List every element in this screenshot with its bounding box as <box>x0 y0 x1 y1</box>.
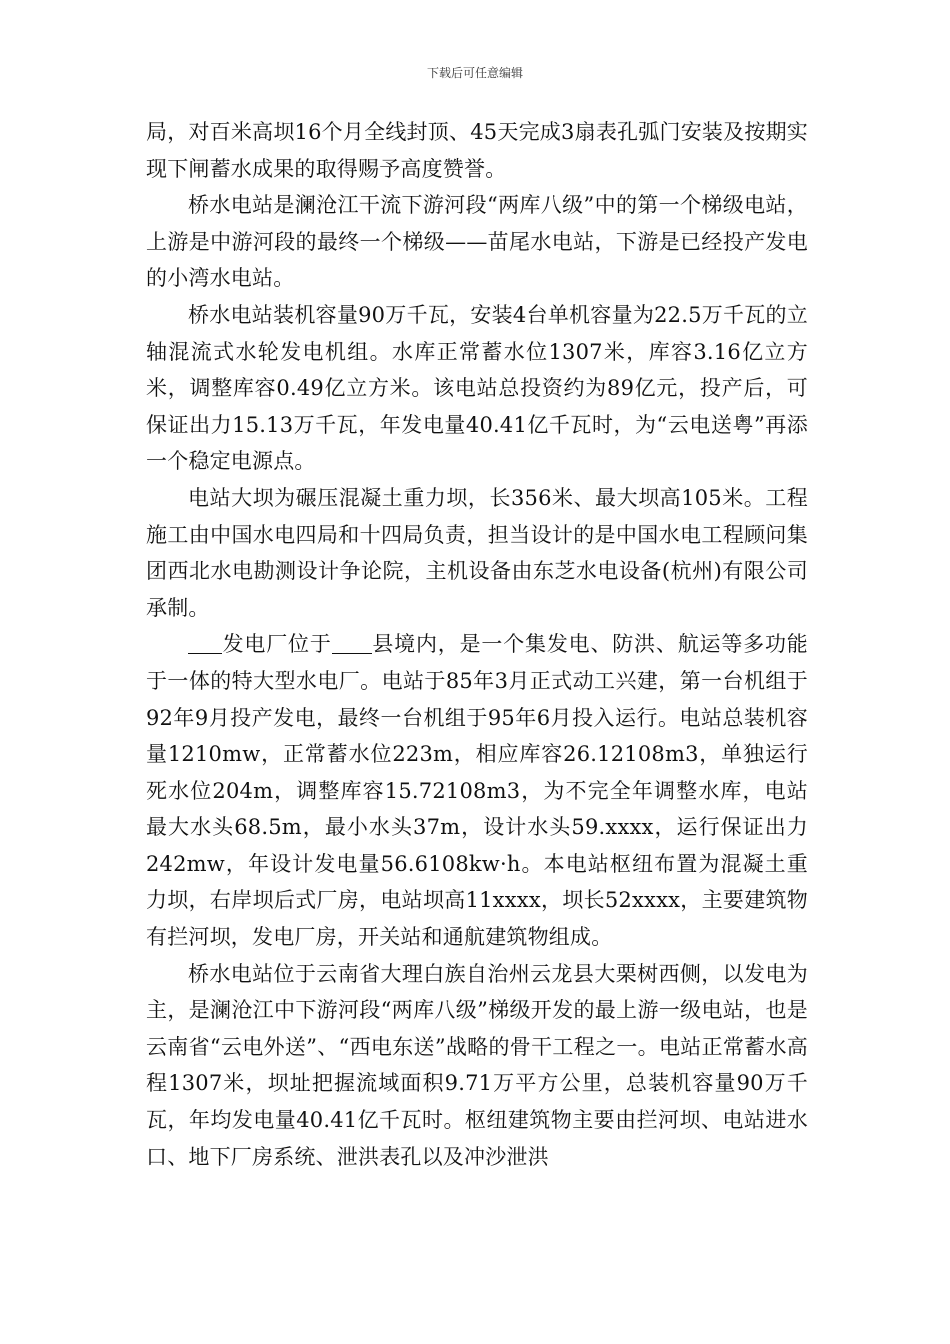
fill-in-blank <box>332 633 372 654</box>
fill-in-blank <box>188 633 222 654</box>
document-body <box>146 114 808 1175</box>
paragraph-text: 发电厂位于 <box>222 632 332 657</box>
paragraph: 电站大坝为碾压混凝土重力坝，长356米、最大坝高105米。工程施工由中国水电四局和十四局负责，担当设计的是中国水电工程顾问集团西北水电勘测设计争论院，主机设备由东芝水电设备(杭州)有限公司承制。 <box>146 485 808 620</box>
paragraph: 桥水电站装机容量90万千瓦，安装4台单机容量为22.5万千瓦的立轴混流式水轮发电机组。水库正常蓄水位1307米，库容3.16亿立方米，调整库容0.49亿立方米。该电站总投资约为89亿元，投产后，可保证出力15.13万千瓦，年发电量40.41亿千瓦时，为“云电送粤”再添一个稳定电源点。 <box>146 302 808 474</box>
page-header: 下载后可任意编辑 <box>426 66 523 80</box>
paragraph-text: 县境内，是一个集发电、防洪、航运等多功能于一体的特大型水电厂。电站于85年3月正式动工兴建，第一台机组于92年9月投产发电，最终一台机组于95年6月投入运行。电站总装机容量1210mw，正常蓄水位223m，相应库容26.12108m3，单独运行死水位204m，调整库容15.72108m3，为不完全年调整水库，电站最大水头68.5m，最小水头37m，设计水头59.xxxx，运行保证出力242mw，年设计发电量56.6108kw·h。本电站枢纽布置为混凝土重力坝，右岸坝后式厂房，电站坝高11xxxx，坝长52xxxx，主要建筑物有拦河坝，发电厂房，开关站和通航建筑物组成。 <box>146 632 809 950</box>
paragraph: 局，对百米高坝16个月全线封顶、45天完成3扇表孔弧门安装及按期实现下闸蓄水成果的取得赐予高度赞誉。 <box>146 120 808 181</box>
paragraph <box>146 626 808 955</box>
paragraph: 桥水电站位于云南省大理白族自治州云龙县大栗树西侧，以发电为主，是澜沧江中下游河段“两库八级”梯级开发的最上游一级电站，也是云南省“云电外送”、“西电东送”战略的骨干工程之一。电站正常蓄水高程1307米，坝址把握流域面积9.71万平方公里，总装机容量90万千瓦，年均发电量40.41亿千瓦时。枢纽建筑物主要由拦河坝、电站进水口、地下厂房系统、泄洪表孔以及冲沙泄洪 <box>146 961 808 1169</box>
paragraph: 桥水电站是澜沧江干流下游河段“两库八级”中的第一个梯级电站，上游是中游河段的最终一个梯级——苗尾水电站，下游是已经投产发电的小湾水电站。 <box>146 193 808 291</box>
